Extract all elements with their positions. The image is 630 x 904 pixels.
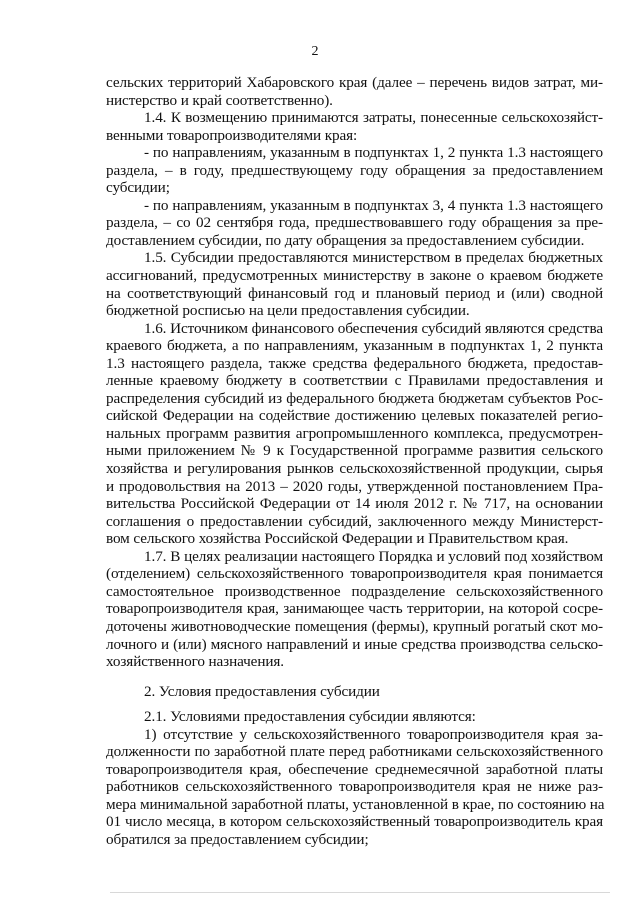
text-line: нальных программ развития агропромышленного комплекса, предусмотрен- [106,424,603,442]
page-bottom-rule [110,892,610,893]
text-line: ными приложением № 9 к Государственной программе развития сельского [106,442,603,460]
text-line: 1.3 настоящего раздела, также средства федерального бюджета, предостав- [106,354,603,372]
paragraph-1-7-line: 1.7. В целях реализации настоящего Порядка и условий под хозяйством [144,547,603,565]
text-line: распределения субсидий из федерального бюджета бюджетам субъектов Рос- [106,389,603,407]
list-item-line: - по направлениям, указанным в подпунктах 3, 4 пункта 1.3 настоящего [144,196,603,214]
text-line: доставлением субсидии, по дату обращения за предоставлением субсидии. [106,231,585,249]
text-line: хозяйственного назначения. [106,653,284,671]
text-line: сийской Федерации на содействие достижению целевых показателей регио- [106,407,603,425]
paragraph-1-4-line: 1.4. К возмещению принимаются затраты, понесенные сельскохозяйст- [144,109,603,127]
document-body [106,74,603,849]
text-line: обратился за предоставлением субсидии; [106,830,369,848]
paragraph-1-6-line: 1.6. Источником финансового обеспечения субсидий являются средства [144,319,603,337]
text-line: ассигнований, предусмотренных министерству в законе о краевом бюджете [106,267,603,285]
text-line: вительства Российской Федерации от 14 июля 2012 г. № 717, на основании [106,495,603,513]
text-line: и продовольствия на 2013 – 2020 годы, утвержденной постановлением Пра- [106,477,603,495]
text-line: мера минимальной заработной платы, установленной в крае, по состоянию на [106,795,605,813]
text-line: доточены животноводческие помещения (фермы), крупный рогатый скот мо- [106,617,603,635]
text-line: товаропроизводителя края, занимающее часть территории, на которой сосре- [106,600,603,618]
text-line: венными товаропроизводителями края: [106,126,358,144]
text-line: раздела, – со 02 сентября года, предшествовавшего году обращения за пре- [106,214,603,232]
list-item-line: - по направлениям, указанным в подпунктах 1, 2 пункта 1.3 настоящего [144,144,603,162]
text-line: на соответствующий финансовый год и плановый период и (или) сводной [106,284,603,302]
text-line: самостоятельное производственное подразделение сельскохозяйственного [106,582,603,600]
text-line: 01 число месяца, в котором сельскохозяйственный товаропроизводитель края [106,813,603,831]
text-line: бюджетной росписью на цели предоставления субсидии. [106,302,470,320]
text-line: сельских территорий Хабаровского края (далее – перечень видов затрат, ми- [106,74,603,91]
paragraph-2-1-line: 2.1. Условиями предоставления субсидии являются: [144,708,476,726]
text-line: товаропроизводителя края, обеспечение среднемесячной заработной платы [106,760,603,778]
text-line: хозяйства и регулирования рынков сельскохозяйственной продукции, сырья [106,460,603,478]
text-line: субсидии; [106,179,170,197]
text-line: раздела, – в году, предшествующему году обращения за предоставлением [106,161,603,179]
text-line: соглашения о предоставлении субсидий, заключенного между Министерст- [106,512,603,530]
page-number: 2 [311,44,319,59]
text-line: (отделением) сельскохозяйственного товаропроизводителя края понимается [106,565,603,583]
text-line: долженности по заработной плате перед работниками сельскохозяйственного [106,743,603,761]
text-line: ленные краевому бюджету в соответствии с Правилами предоставления и [106,372,603,390]
text-line: вом сельского хозяйства Российской Федерации и Правительством края. [106,530,569,548]
text-line: лочного и (или) мясного направлений и иные средства производства сельско- [106,635,603,653]
list-item-line: 1) отсутствие у сельскохозяйственного товаропроизводителя края за- [144,725,603,743]
text-line: нистерство и край соответственно). [106,91,333,109]
section-2-heading: 2. Условия предоставления субсидии [144,682,380,700]
paragraph-1-5-line: 1.5. Субсидии предоставляются министерством в пределах бюджетных [144,249,603,267]
text-line: краевого бюджета, а по направлениям, указанным в подпунктах 1, 2 пункта [106,337,603,355]
text-line: работников сельскохозяйственного товаропроизводителя края не ниже раз- [106,778,603,796]
